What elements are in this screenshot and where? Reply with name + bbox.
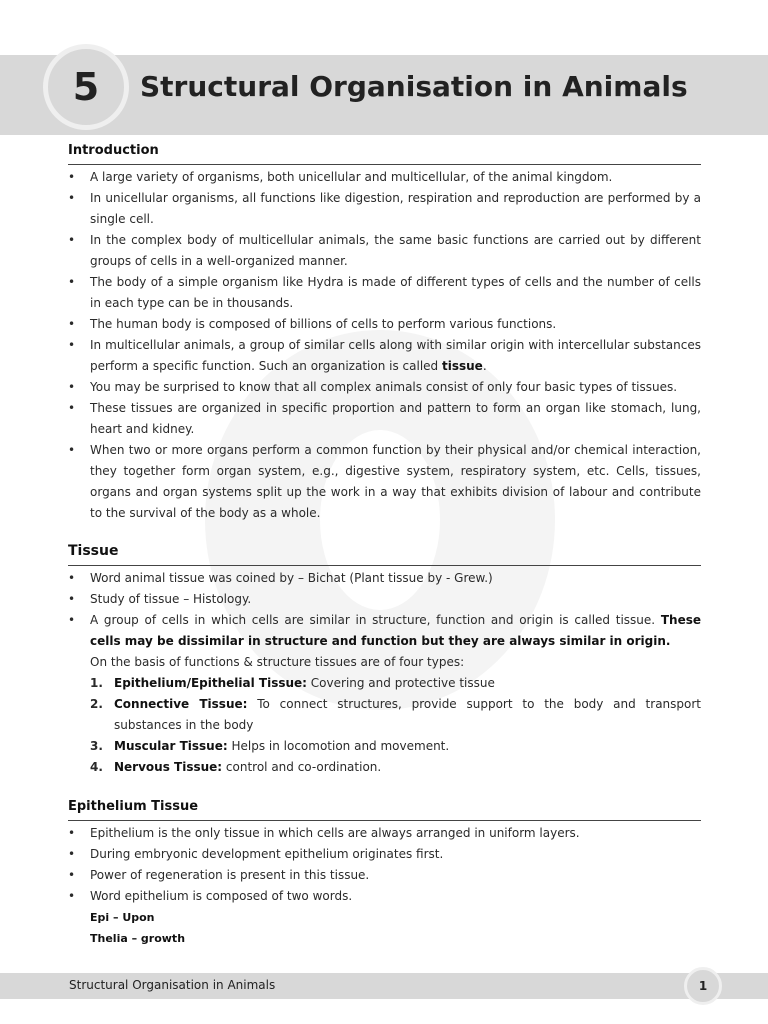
bullet-mark: •: [68, 592, 76, 606]
tissue-item-2: • Study of tissue – Histology.: [68, 589, 701, 610]
intro-item-9: • When two or more organs perform a common function by their physical and/or chemical interaction, they together form organ system, e.g., digestive system, respiratory system, etc. Cells, tissues, organs and organ systems split up the work in a way that exhibits division of labour and contribute to the survival of the body as a whole.: [68, 440, 701, 524]
word-part-epi: Epi – Upon: [90, 911, 155, 924]
introduction-heading: Introduction: [68, 143, 701, 165]
bullet-mark: •: [68, 380, 76, 394]
tissue-item-3: • A group of cells in which cells are similar in structure, function and origin is called tissue. These cells may be dissimilar in structure and function but they are always similar in origin.: [68, 610, 701, 652]
tissue-item-1: • Word animal tissue was coined by – Bichat (Plant tissue by - Grew.): [68, 568, 701, 589]
intro-item-7: • You may be surprised to know that all complex animals consist of only four basic types of tissues.: [68, 377, 701, 398]
tissue-heading: Tissue: [68, 543, 701, 566]
bullet-mark: •: [68, 868, 76, 882]
chapter-number-badge: [43, 44, 129, 130]
page-number-badge: [684, 967, 722, 1005]
bullet-mark: •: [68, 338, 76, 352]
bullet-mark: •: [68, 847, 76, 861]
chapter-title: Structural Organisation in Animals: [140, 70, 688, 103]
footer-title: Structural Organisation in Animals: [69, 978, 276, 992]
intro-item-3: • In the complex body of multicellular animals, the same basic functions are carried out by different groups of cells in a well-organized manner.: [68, 230, 701, 272]
epithelium-item-3: • Power of regeneration is present in this tissue.: [68, 865, 701, 886]
bullet-mark: •: [68, 191, 76, 205]
intro-item-8: • These tissues are organized in specific proportion and pattern to form an organ like stomach, lung, heart and kidney.: [68, 398, 701, 440]
bullet-mark: •: [68, 233, 76, 247]
epithelium-heading: Epithelium Tissue: [68, 799, 701, 821]
bullet-mark: •: [68, 170, 76, 184]
tissue-types-list: [68, 673, 701, 778]
epithelium-item-4: • Word epithelium is composed of two words.: [68, 886, 701, 907]
page-number: 1: [698, 979, 708, 993]
intro-item-1: • A large variety of organisms, both unicellular and multicellular, of the animal kingdom.: [68, 167, 701, 188]
tissue-type-muscular: 3. Muscular Tissue: Helps in locomotion and movement.: [90, 739, 450, 753]
bullet-mark: •: [68, 275, 76, 289]
bullet-mark: •: [68, 443, 76, 457]
bullet-mark: •: [68, 889, 76, 903]
chapter-number: 5: [72, 65, 100, 109]
bullet-mark: •: [68, 826, 76, 840]
page-content: [68, 143, 701, 949]
bullet-mark: •: [68, 613, 76, 627]
introduction-list: [68, 167, 701, 524]
epithelium-item-1: • Epithelium is the only tissue in which cells are always arranged in uniform layers.: [68, 823, 701, 844]
tissue-type-connective: 2. Connective Tissue: To connect structures, provide support to the body and transport substances in the body: [90, 697, 701, 732]
origin-statement: These cells may be dissimilar in structure and function but they are always similar in origin.: [90, 613, 701, 648]
bullet-mark: •: [68, 571, 76, 585]
tissue-type-nervous: 4. Nervous Tissue: control and co-ordination.: [90, 760, 382, 774]
intro-item-5: • The human body is composed of billions of cells to perform various functions.: [68, 314, 701, 335]
intro-item-2: • In unicellular organisms, all functions like digestion, respiration and reproduction are performed by a single cell.: [68, 188, 701, 230]
word-part-thelia: Thelia – growth: [90, 932, 186, 945]
tissue-list: [68, 568, 701, 652]
tissue-basis-text: On the basis of functions & structure tissues are of four types:: [90, 655, 465, 669]
tissue-type-epithelial: 1. Epithelium/Epithelial Tissue: Covering and protective tissue: [90, 676, 495, 690]
tissue-term: tissue: [441, 359, 483, 373]
bullet-mark: •: [68, 317, 76, 331]
bullet-mark: •: [68, 401, 76, 415]
intro-item-6: • In multicellular animals, a group of similar cells along with similar origin with intercellular substances perform a specific function. Such an organization is called tissue.: [68, 335, 701, 377]
epithelium-list: [68, 823, 701, 907]
epithelium-item-2: • During embryonic development epithelium originates first.: [68, 844, 701, 865]
intro-item-4: • The body of a simple organism like Hydra is made of different types of cells and the number of cells in each type can be in thousands.: [68, 272, 701, 314]
